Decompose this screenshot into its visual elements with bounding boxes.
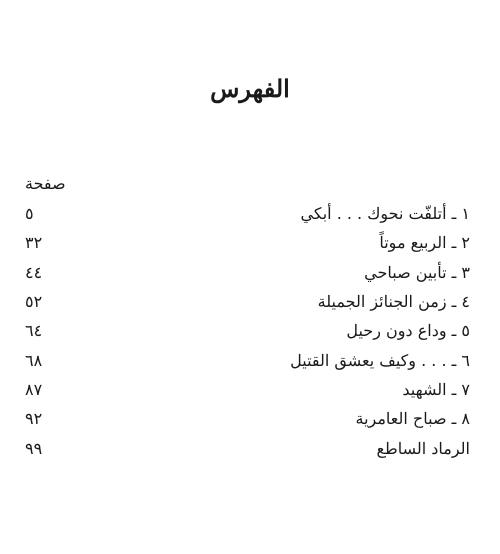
toc-entry[interactable] <box>25 375 470 404</box>
toc-entry[interactable] <box>25 316 470 345</box>
toc-entry-title: ٣ ـ تأبين صباحي <box>364 262 470 282</box>
toc-entry-page: ٦٤ <box>25 321 43 341</box>
toc-entry-title: ٧ ـ الشهيد <box>402 379 470 399</box>
toc-entry[interactable] <box>25 433 470 462</box>
toc-entry[interactable] <box>25 258 470 287</box>
toc-entry[interactable] <box>25 345 470 374</box>
toc-list <box>25 199 470 463</box>
toc-entry-page: ٩٢ <box>25 409 43 429</box>
toc-entry-page: ٦٨ <box>25 350 43 370</box>
toc-entry[interactable] <box>25 228 470 257</box>
toc-entry-page: ٣٢ <box>25 233 43 253</box>
toc-entry-page: ٥ <box>25 204 34 224</box>
toc-entry[interactable] <box>25 199 470 228</box>
toc-entry-title: ١ ـ أتلفّت نحوك . . . أبكي <box>300 204 470 224</box>
toc-entry-page: ٩٩ <box>25 438 43 458</box>
page-column-header <box>25 173 145 195</box>
toc-entry-page: ٨٧ <box>25 379 43 399</box>
toc-entry[interactable] <box>25 287 470 316</box>
toc-entry-title: ٢ ـ الربيع موتاً <box>379 233 470 253</box>
page-title: الفهرس <box>210 74 290 103</box>
toc-entry-page: ٤٤ <box>25 262 43 282</box>
toc-entry-title: ٤ ـ زمن الجنائز الجميلة <box>317 292 470 312</box>
toc-entry-title: ٦ ـ . . . وكيف يعشق القتيل <box>290 350 470 370</box>
toc-entry[interactable] <box>25 404 470 433</box>
toc-entry-title: الرماد الساطع <box>376 438 470 458</box>
toc-entry-title: ٥ ـ وداع دون رحيل <box>346 321 470 341</box>
page-column-label: صفحة <box>25 174 66 193</box>
toc-entry-page: ٥٢ <box>25 292 43 312</box>
toc-entry-title: ٨ ـ صباح العامرية <box>355 409 470 429</box>
